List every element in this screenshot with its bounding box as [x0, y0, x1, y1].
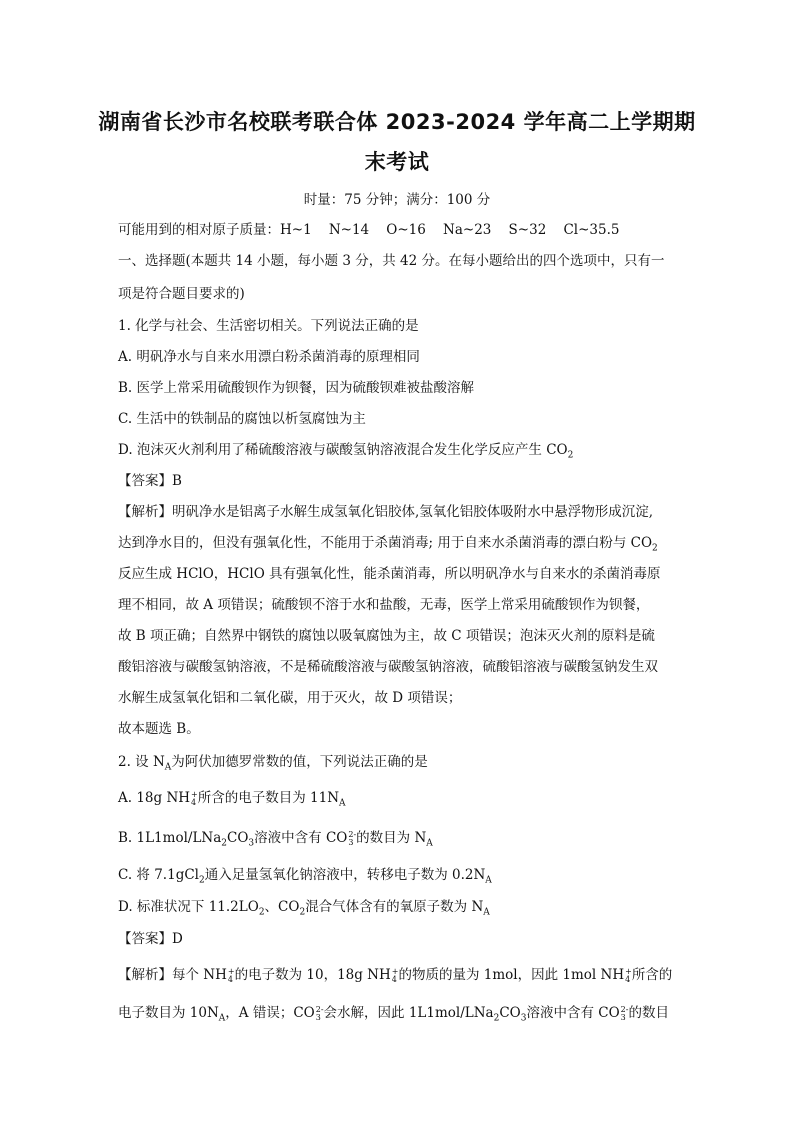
ion-sub: 3 — [315, 1012, 321, 1022]
q1-option-d-sub: 2 — [567, 450, 574, 461]
ion-sub: 3 — [620, 1012, 626, 1022]
q2-exp2-sub: A — [218, 1013, 226, 1024]
q2-b-sup3: 2- — [348, 829, 357, 839]
q2-a-sub-2: A — [339, 798, 346, 809]
q2-b-text: B. 1L1mol/LNa — [118, 830, 222, 846]
q1-option-d-text: D. 泡沫灭火剂利用了稀硫酸溶液与碳酸氢钠溶液混合发生化学反应产生 CO — [118, 442, 568, 458]
q2-a-ion — [191, 791, 198, 807]
q2-a-sup: + — [191, 789, 198, 799]
q2-d-text: D. 标准状况下 11.2LO — [118, 899, 259, 915]
q1-option-d — [118, 438, 573, 461]
q2-option-d — [118, 895, 490, 918]
q2-d-text-2: 、CO — [264, 899, 300, 915]
ion-sub: 4 — [391, 974, 397, 984]
ion-sup: + — [227, 966, 235, 976]
q2-stem-sub: A — [164, 762, 172, 773]
q2-b-text-2: CO — [227, 830, 249, 846]
q2-exp2-text: 电子数目为 10N — [118, 1005, 219, 1021]
q2-b-sub1: 2 — [221, 838, 228, 849]
q2-c-text: C. 将 7.1gCl — [118, 867, 199, 883]
q2-exp1-text-4: 所含的 — [631, 967, 673, 983]
page-title-line-1: 湖南省长沙市名校联考联合体 2023-2024 学年高二上学期期 — [98, 110, 696, 134]
q2-stem — [118, 750, 428, 773]
q1-option-c: C. 生活中的铁制品的腐蚀以析氢腐蚀为主 — [118, 411, 366, 427]
q2-b-sub2: 3 — [248, 838, 255, 849]
q1-explanation-1 — [118, 500, 653, 520]
q2-exp2-text-3: 会水解，因此 1L1mol/LNa — [323, 1005, 494, 1021]
q1-explanation-3: 反应生成 HClO，HClO 具有强氧化性，能杀菌消毒，所以明矾净水与自来水的杀菌消毒原 — [118, 566, 661, 582]
q2-exp2-text-5: 溶液中含有 CO — [526, 1005, 620, 1021]
q2-exp2-text-4: CO — [499, 1005, 521, 1021]
atomic-masses: 可能用到的相对原子质量：H~1 N~14 O~16 Na~23 S~32 Cl~35.5 — [118, 222, 620, 238]
q2-exp2-text-2: ，A 错误；CO — [225, 1005, 315, 1021]
q2-c-sub2: A — [485, 875, 492, 886]
q1-explanation-8: 故本题选 B。 — [118, 721, 200, 737]
ion-sub: 4 — [625, 974, 631, 984]
section-instruction-1: 一、选择题(本题共 14 小题，每小题 3 分，共 42 分。在每小题给出的四个选项中，只有一 — [118, 253, 665, 269]
q2-exp2-ion-1 — [316, 1006, 324, 1022]
q2-d-sub2: 2 — [299, 907, 306, 918]
q2-exp1-ion-3 — [625, 968, 632, 984]
q2-exp1-text-3: 的物质的量为 1mol，因此 1mol NH — [398, 967, 625, 983]
q1-explanation-label: 【解析】 — [118, 504, 172, 520]
q2-stem-text-2: 为阿伏加德罗常数的值，下列说法正确的是 — [171, 754, 428, 770]
q2-b-text-3: 溶液中含有 CO — [254, 830, 348, 846]
ion-sup: 2- — [315, 1004, 324, 1014]
ion-sup: 2- — [620, 1004, 629, 1014]
q1-stem: 1. 化学与社会、生活密切相关。下列说法正确的是 — [118, 318, 419, 334]
q2-exp2-sub2: 2 — [493, 1013, 500, 1024]
q1-explanation-4: 理不相同，故 A 项错误；硫酸钡不溶于水和盐酸，无毒，医学上常采用硫酸钡作为钡餐， — [118, 597, 650, 613]
q1-explanation-6: 酸铝溶液与碳酸氢钠溶液，不是稀硫酸溶液与碳酸氢钠溶液，硫酸铝溶液与碳酸氢钠发生双 — [118, 659, 658, 675]
q2-option-c — [118, 863, 492, 886]
q1-explanation-2-sub: 2 — [652, 543, 658, 554]
q2-exp2-text-6: 的数目 — [628, 1005, 669, 1021]
q2-exp1-text: 【解析】每个 NH — [118, 967, 227, 983]
q1-explanation-5: 故 B 项正确；自然界中钢铁的腐蚀以吸氧腐蚀为主，故 C 项错误；泡沫灭火剂的原料是硫 — [118, 628, 655, 644]
q1-explanation-2-text: 达到净水目的，但没有强氧化性，不能用于杀菌消毒; 用于自来水杀菌消毒的漂白粉与 CO — [118, 535, 653, 551]
q2-b-sub3: 3 — [348, 837, 354, 847]
q2-option-a — [118, 786, 346, 809]
q2-explanation-2 — [118, 1001, 669, 1024]
q1-explanation-2 — [118, 531, 658, 554]
q2-b-ion — [348, 831, 356, 847]
q1-explanation-1-text: 明矾净水是铝离子水解生成氢氧化铝胶体,氢氧化铝胶体吸附水中悬浮物形成沉淀, — [172, 504, 654, 520]
q1-option-b: B. 医学上常采用硫酸钡作为钡餐，因为硫酸钡难被盐酸溶解 — [118, 380, 475, 396]
ion-sup: + — [625, 966, 632, 976]
q2-exp1-text-2: 的电子数为 10，18g NH — [234, 967, 391, 983]
page-title-line-2: 末考试 — [364, 150, 430, 174]
q2-d-text-3: 混合气体含有的氧原子数为 N — [305, 899, 484, 915]
q2-a-text: A. 18g NH — [118, 790, 191, 806]
q2-d-sub1: 2 — [258, 907, 265, 918]
q1-answer: 【答案】B — [118, 473, 182, 489]
q2-d-sub3: A — [483, 907, 490, 918]
q1-option-a: A. 明矾净水与自来水用漂白粉杀菌消毒的原理相同 — [118, 349, 420, 365]
ion-sup: + — [391, 966, 399, 976]
q2-c-text-2: 通入足量氢氧化钠溶液中，转移电子数为 0.2N — [204, 867, 486, 883]
q2-exp2-sub3: 3 — [520, 1013, 527, 1024]
q1-explanation-7: 水解生成氢氧化铝和二氧化碳，用于灭火，故 D 项错误； — [118, 690, 462, 706]
exam-time-score: 时量：75 分钟；满分：100 分 — [303, 192, 491, 208]
q2-stem-text: 2. 设 N — [118, 754, 165, 770]
q2-a-sub: 4 — [191, 797, 197, 807]
section-instruction-2: 项是符合题目要求的) — [118, 286, 245, 302]
q2-exp1-ion-1 — [228, 968, 235, 984]
q2-answer: 【答案】D — [118, 931, 183, 947]
q2-c-sub: 2 — [198, 875, 205, 886]
q2-option-b — [118, 826, 433, 849]
ion-sub: 4 — [227, 974, 233, 984]
q2-a-text-2: 所含的电子数目为 11N — [197, 790, 340, 806]
q2-b-sub4: A — [426, 838, 433, 849]
q2-explanation-1 — [118, 963, 672, 984]
q2-b-text-4: 的数目为 N — [356, 830, 427, 846]
